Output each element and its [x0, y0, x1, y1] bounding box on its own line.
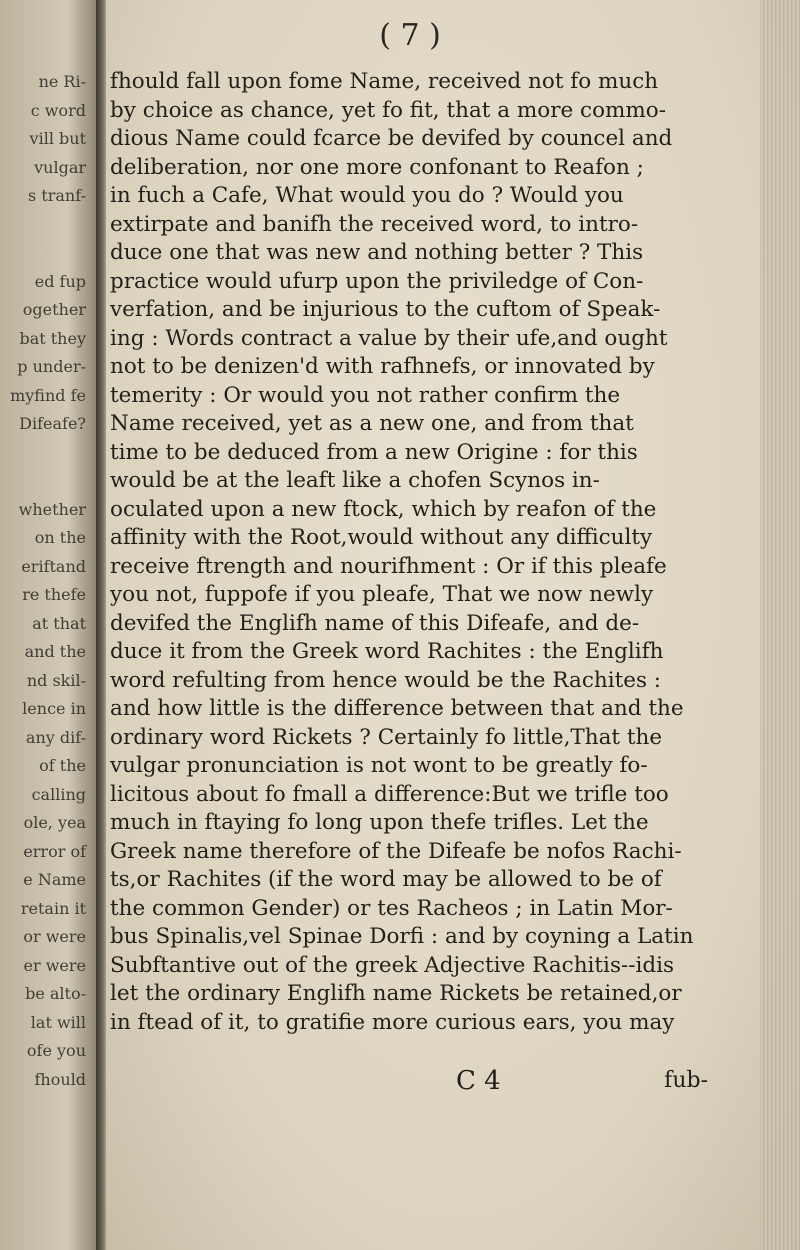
text-line: affinity with the Root,would without any difficulty	[110, 525, 653, 550]
facing-line: c word	[30, 100, 86, 120]
text-line: you not, fuppofe if you pleafe, That we now newly	[110, 582, 654, 607]
text-line: bus Spinalis,vel Spinae Dorfi : and by coyning a Latin	[110, 924, 694, 949]
facing-line: s tranf-	[28, 186, 86, 205]
page-edge-shadow	[760, 0, 800, 1250]
facing-line: any dif-	[25, 727, 86, 747]
text-line: in fuch a Cafe, What would you do ? Would you	[110, 183, 624, 208]
facing-line: lence in	[22, 699, 86, 718]
facing-line: p under-	[17, 357, 86, 376]
text-line: time to be deduced from a new Origine : for this	[110, 439, 638, 465]
book-gutter	[96, 0, 106, 1250]
facing-line: ne Ri-	[38, 72, 86, 91]
facing-line: whether	[18, 499, 86, 519]
facing-line: retain it	[20, 898, 86, 918]
text-line: would be at the leaft like a chofen Scynos in-	[110, 468, 600, 493]
text-line: duce it from the Greek word Rachites : the Englifh	[110, 639, 664, 664]
facing-line: ole, yea	[23, 813, 86, 832]
facing-line: er were	[23, 955, 86, 975]
facing-line: myfind fe	[10, 385, 86, 405]
facing-line: fhould	[34, 1069, 86, 1089]
text-line: not to be denizen'd with rafhnefs, or innovated by	[110, 354, 655, 379]
page-footer	[110, 1066, 714, 1098]
text-line: Name received, yet as a new one, and from that	[110, 411, 634, 436]
facing-line: at that	[32, 613, 86, 633]
text-line: fhould fall upon fome Name, received not fo much	[110, 69, 659, 94]
facing-page-fragment	[0, 0, 96, 1250]
text-line: Subftantive out of the greek Adjective Rachitis--idis	[110, 952, 675, 978]
facing-line: error of	[23, 841, 86, 861]
text-line: the common Gender) or tes Racheos ; in Latin Mor-	[110, 895, 673, 921]
catchword: fub-	[664, 1068, 708, 1093]
text-line: licitous about fo fmall a difference:But we trifle too	[110, 781, 669, 807]
facing-line: be alto-	[25, 984, 86, 1003]
text-line: ing : Words contract a value by their ufe,and ought	[110, 325, 668, 351]
text-line: Greek name therefore of the Difeafe be nofos Rachi-	[110, 838, 682, 864]
text-line: word refulting from hence would be the Rachites :	[110, 667, 662, 693]
facing-line: of the	[39, 756, 86, 775]
facing-line: lat will	[30, 1012, 86, 1032]
text-line: and how little is the difference between that and the	[110, 696, 684, 721]
facing-line: calling	[31, 784, 86, 804]
facing-line: bat they	[19, 328, 86, 348]
facing-line: eriftand	[21, 556, 86, 576]
text-line: in ftead of it, to gratifie more curious ears, you may	[110, 1009, 675, 1035]
text-line: ordinary word Rickets ? Certainly fo little,That the	[110, 724, 663, 750]
facing-line: vill but	[29, 129, 86, 148]
facing-line: ogether	[22, 300, 86, 319]
text-line: let the ordinary Englifh name Rickets be retained,or	[110, 981, 682, 1006]
text-line: temerity : Or would you not rather confirm the	[110, 382, 621, 408]
book-page	[106, 0, 800, 1250]
facing-line: e Name	[23, 870, 86, 889]
facing-line: and the	[24, 642, 86, 661]
text-line: devifed the Englifh name of this Difeafe, and de-	[110, 610, 640, 636]
text-line: oculated upon a new ftock, which by reafon of the	[110, 496, 657, 522]
facing-line: nd skil-	[26, 670, 86, 690]
facing-line: on the	[34, 528, 86, 547]
page-number: ( 7 )	[379, 18, 441, 53]
facing-line: re thefe	[22, 585, 86, 604]
text-line: vulgar pronunciation is not wont to be greatly fo-	[110, 753, 648, 778]
text-line: by choice as chance, yet fo fit, that a more commo-	[110, 97, 667, 123]
facing-line: vulgar	[34, 157, 86, 177]
text-line: dious Name could fcarce be devifed by councel and	[110, 126, 673, 151]
text-line: much in ftaying fo long upon thefe trifles. Let the	[110, 810, 649, 835]
text-line: ts,or Rachites (if the word may be allowed to be of	[110, 867, 662, 892]
signature-mark: C 4	[456, 1066, 501, 1096]
facing-line: ofe you	[26, 1041, 86, 1060]
text-line: practice would ufurp upon the priviledge of Con-	[110, 268, 644, 294]
facing-line: or were	[23, 927, 86, 946]
text-line: receive ftrength and nourifhment : Or if this pleafe	[110, 553, 667, 579]
facing-line: Difeafe?	[19, 414, 86, 433]
text-line: duce one that was new and nothing better ? This	[110, 240, 644, 265]
text-line: extirpate and banifh the received word, to intro-	[110, 211, 639, 237]
text-line: verfation, and be injurious to the cuftom of Speak-	[110, 297, 661, 322]
facing-line: ed fup	[34, 271, 86, 291]
text-line: deliberation, nor one more confonant to Reafon ;	[110, 154, 644, 180]
body-text	[110, 68, 714, 1037]
